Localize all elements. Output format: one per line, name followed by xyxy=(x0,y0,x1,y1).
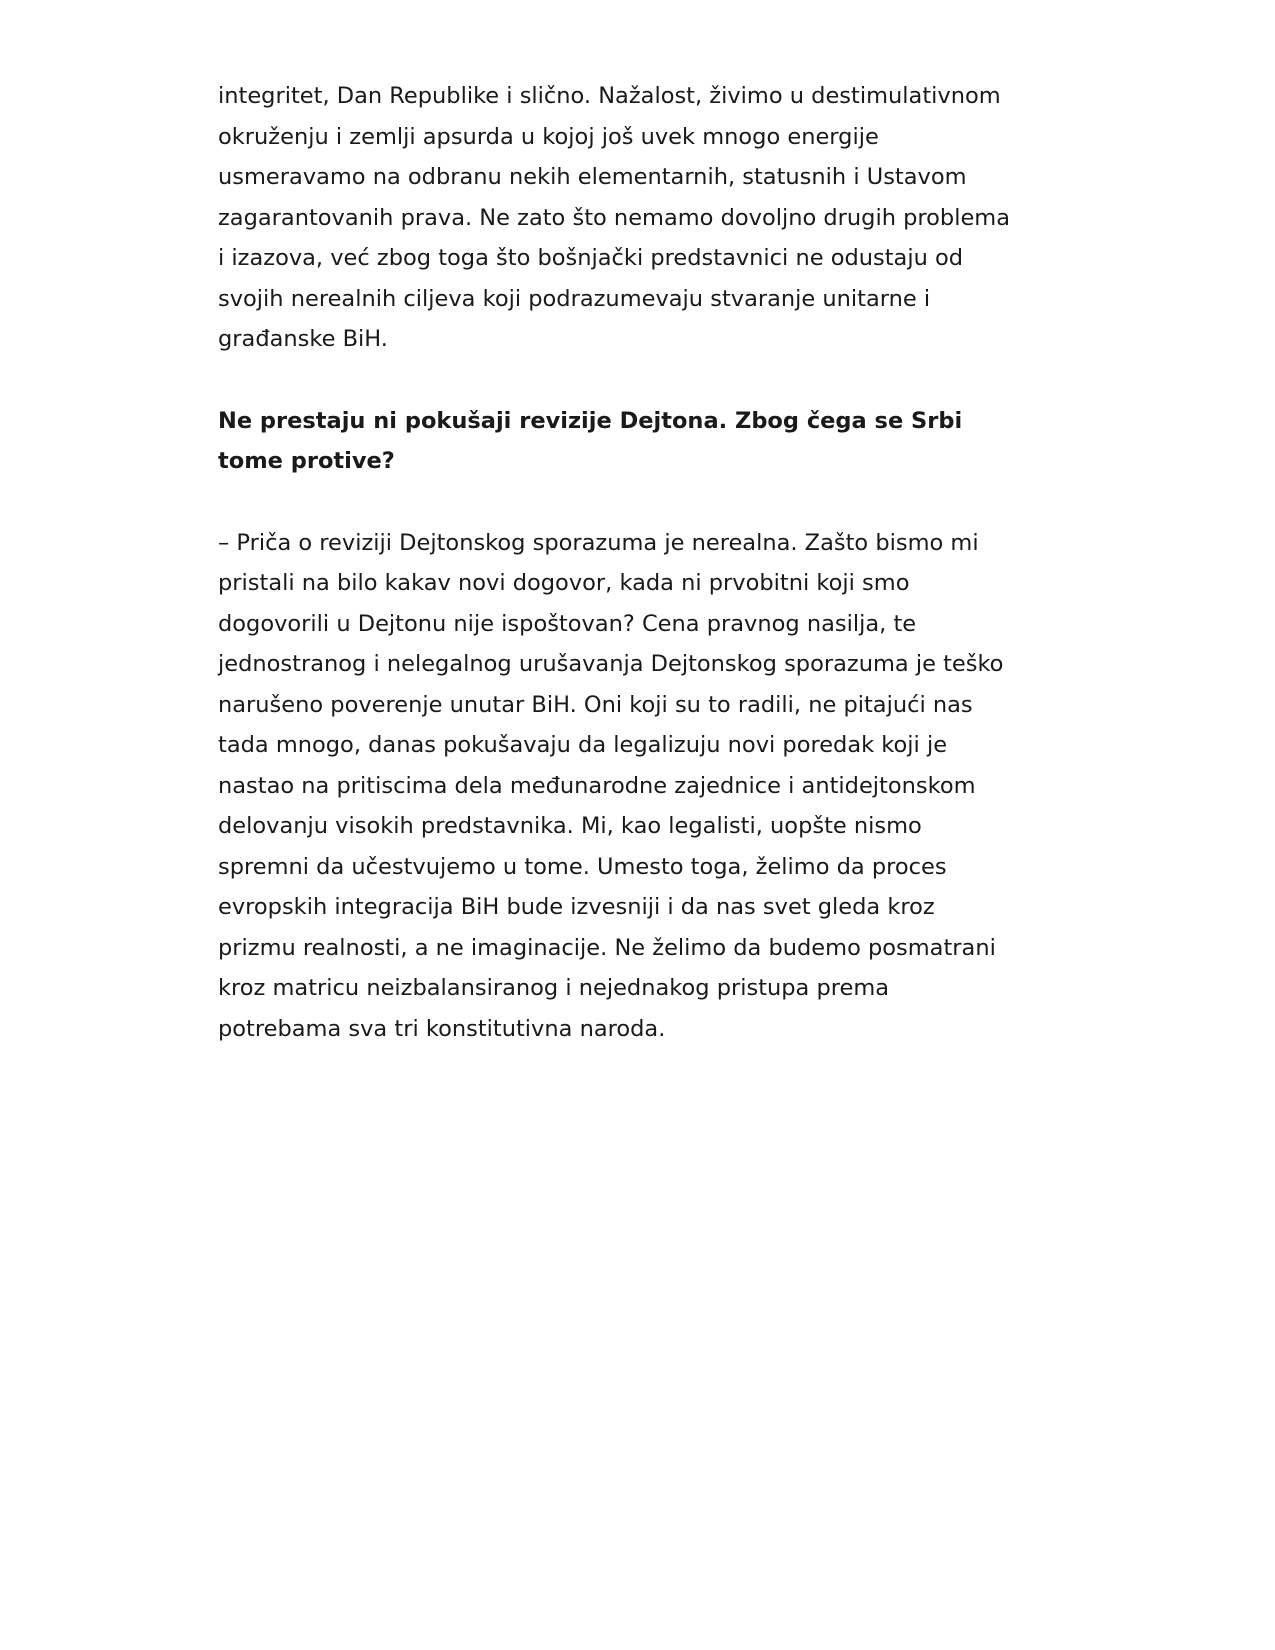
document-body xyxy=(218,76,1058,1049)
text-line: i izazova, već zbog toga što bošnjački predstavnici ne odustaju od xyxy=(218,245,964,271)
interview-question xyxy=(218,401,1058,482)
text-line: narušeno poverenje unutar BiH. Oni koji su to radili, ne pitajući nas xyxy=(218,691,973,718)
text-line: delovanju visokih predstavnika. Mi, kao legalisti, uopšte nismo xyxy=(218,813,922,839)
question-line: tome protive? xyxy=(218,448,395,474)
text-line: prizmu realnosti, a ne imaginacije. Ne želimo da budemo posmatrani xyxy=(218,934,996,961)
text-line: okruženju i zemlji apsurda u kojoj još uvek mnogo energije xyxy=(218,123,879,150)
text-line: zagarantovanih prava. Ne zato što nemamo dovoljno drugih problema xyxy=(218,204,1011,231)
text-line: jednostranog i nelegalnog urušavanja Dejtonskog sporazuma je teško xyxy=(218,651,1004,677)
answer-paragraph-continued xyxy=(218,76,1058,360)
text-line: kroz matricu neizbalansiranog i nejednakog pristupa prema xyxy=(218,975,890,1001)
text-line: svojih nerealnih ciljeva koji podrazumevaju stvaranje unitarne i xyxy=(218,285,931,312)
text-line: dogovorili u Dejtonu nije ispoštovan? Cena pravnog nasilja, te xyxy=(218,610,917,637)
paragraph-spacer xyxy=(218,482,1058,523)
text-line: evropskih integracija BiH bude izvesniji i da nas svet gleda kroz xyxy=(218,894,935,920)
text-line: potrebama sva tri konstitutivna naroda. xyxy=(218,1015,666,1042)
answer-paragraph xyxy=(218,523,1058,1050)
question-line: Ne prestaju ni pokušaji revizije Dejtona. Zbog čega se Srbi xyxy=(218,407,963,434)
paragraph-spacer xyxy=(218,360,1058,401)
text-line: spremni da učestvujemo u tome. Umesto toga, želimo da proces xyxy=(218,853,947,880)
text-line: nastao na pritiscima dela međunarodne zajednice i antidejtonskom xyxy=(218,772,976,799)
text-line: tada mnogo, danas pokušavaju da legalizuju novi poredak koji je xyxy=(218,732,948,758)
text-line: pristali na bilo kakav novi dogovor, kada ni prvobitni koji smo xyxy=(218,570,910,596)
text-line: usmeravamo na odbranu nekih elementarnih, statusnih i Ustavom xyxy=(218,164,967,190)
text-line: građanske BiH. xyxy=(218,326,388,352)
text-line: integritet, Dan Republike i slično. Nažalost, živimo u destimulativnom xyxy=(218,83,1001,109)
text-line: – Priča o reviziji Dejtonskog sporazuma je nerealna. Zašto bismo mi xyxy=(218,529,979,556)
